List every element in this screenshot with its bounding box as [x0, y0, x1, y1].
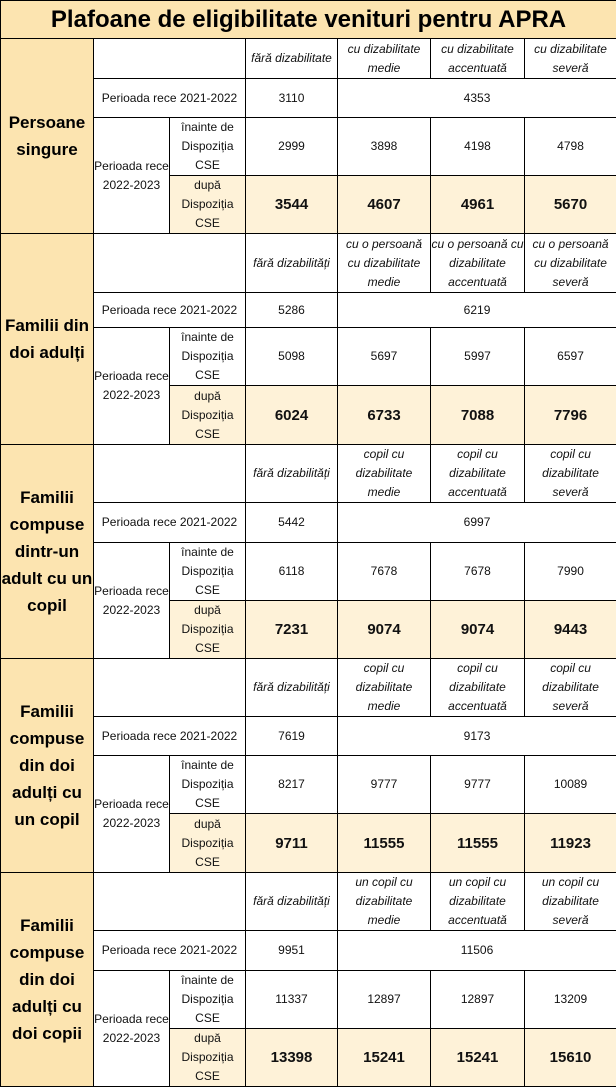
- value-cell: 7678: [338, 543, 431, 601]
- column-header: fără dizabilități: [246, 445, 338, 503]
- column-header: un copil cu dizabilitate accentuată: [431, 873, 525, 931]
- column-header: copil cu dizabilitate severă: [525, 445, 616, 503]
- after-decision-label: după Dispoziția CSE: [170, 814, 246, 873]
- column-header: cu dizabilitate accentuată: [431, 39, 525, 79]
- empty-header-cell: [94, 659, 246, 717]
- before-decision-label: înainte de Dispoziția CSE: [170, 971, 246, 1029]
- column-header: copil cu dizabilitate medie: [338, 659, 431, 717]
- row-2021-2022: [1, 503, 616, 543]
- value-cell: 5098: [246, 328, 338, 386]
- column-header: copil cu dizabilitate accentuată: [431, 445, 525, 503]
- section-header-row: [1, 445, 616, 503]
- row-inainte: [1, 971, 616, 1029]
- row-2021-2022: [1, 293, 616, 328]
- before-decision-label: înainte de Dispoziția CSE: [170, 118, 246, 176]
- column-header: fără dizabilități: [246, 659, 338, 717]
- period-label-2022-2023: Perioada rece 2022-2023: [94, 543, 170, 659]
- period-label-2021-2022: Perioada rece 2021-2022: [94, 79, 246, 118]
- empty-header-cell: [94, 39, 246, 79]
- value-cell: 6118: [246, 543, 338, 601]
- value-cell: 6597: [525, 328, 616, 386]
- value-cell-merged: 6219: [338, 293, 616, 328]
- period-label-2022-2023: Perioada rece 2022-2023: [94, 756, 170, 873]
- highlighted-value-cell: 7088: [431, 386, 525, 445]
- value-cell: 9777: [338, 756, 431, 814]
- category-label: Familii compuse dintr-un adult cu un copil: [1, 445, 94, 659]
- after-decision-label: după Dispoziția CSE: [170, 601, 246, 659]
- before-decision-label: înainte de Dispoziția CSE: [170, 756, 246, 814]
- after-decision-label: după Dispoziția CSE: [170, 386, 246, 445]
- column-header: copil cu dizabilitate accentuată: [431, 659, 525, 717]
- period-label-2021-2022: Perioada rece 2021-2022: [94, 503, 246, 543]
- highlighted-value-cell: 4607: [338, 176, 431, 234]
- value-cell: 3898: [338, 118, 431, 176]
- value-cell-merged: 6997: [338, 503, 616, 543]
- highlighted-value-cell: 13398: [246, 1029, 338, 1087]
- column-header: fără dizabilități: [246, 873, 338, 931]
- value-cell: 12897: [431, 971, 525, 1029]
- highlighted-value-cell: 4961: [431, 176, 525, 234]
- highlighted-value-cell: 6024: [246, 386, 338, 445]
- empty-header-cell: [94, 873, 246, 931]
- category-label: Familii compuse din doi adulți cu un copil: [1, 659, 94, 873]
- value-cell: 5286: [246, 293, 338, 328]
- title-row: [1, 1, 616, 39]
- value-cell: 9951: [246, 931, 338, 971]
- period-label-2021-2022: Perioada rece 2021-2022: [94, 293, 246, 328]
- highlighted-value-cell: 15241: [431, 1029, 525, 1087]
- value-cell: 12897: [338, 971, 431, 1029]
- highlighted-value-cell: 9074: [431, 601, 525, 659]
- before-decision-label: înainte de Dispoziția CSE: [170, 328, 246, 386]
- value-cell: 5442: [246, 503, 338, 543]
- highlighted-value-cell: 11555: [431, 814, 525, 873]
- value-cell: 9777: [431, 756, 525, 814]
- column-header: un copil cu dizabilitate medie: [338, 873, 431, 931]
- after-decision-label: după Dispoziția CSE: [170, 1029, 246, 1087]
- section-header-row: [1, 39, 616, 79]
- row-2021-2022: [1, 717, 616, 756]
- column-header: cu o persoană cu dizabilitate severă: [525, 234, 616, 293]
- category-label: Familii din doi adulți: [1, 234, 94, 445]
- after-decision-label: după Dispoziția CSE: [170, 176, 246, 234]
- section-header-row: [1, 873, 616, 931]
- column-header: cu o persoană cu dizabilitate accentuată: [431, 234, 525, 293]
- highlighted-value-cell: 9074: [338, 601, 431, 659]
- highlighted-value-cell: 6733: [338, 386, 431, 445]
- highlighted-value-cell: 11555: [338, 814, 431, 873]
- period-label-2022-2023: Perioada rece 2022-2023: [94, 328, 170, 445]
- highlighted-value-cell: 3544: [246, 176, 338, 234]
- highlighted-value-cell: 7231: [246, 601, 338, 659]
- value-cell: 5697: [338, 328, 431, 386]
- value-cell: 5997: [431, 328, 525, 386]
- row-inainte: [1, 543, 616, 601]
- column-header: cu dizabilitate severă: [525, 39, 616, 79]
- row-inainte: [1, 328, 616, 386]
- highlighted-value-cell: 9443: [525, 601, 616, 659]
- highlighted-value-cell: 7796: [525, 386, 616, 445]
- value-cell: 7619: [246, 717, 338, 756]
- column-header: un copil cu dizabilitate severă: [525, 873, 616, 931]
- period-label-2022-2023: Perioada rece 2022-2023: [94, 971, 170, 1087]
- row-2021-2022: [1, 79, 616, 118]
- column-header: cu dizabilitate medie: [338, 39, 431, 79]
- value-cell: 7990: [525, 543, 616, 601]
- period-label-2021-2022: Perioada rece 2021-2022: [94, 931, 246, 971]
- value-cell: 10089: [525, 756, 616, 814]
- empty-header-cell: [94, 234, 246, 293]
- highlighted-value-cell: 9711: [246, 814, 338, 873]
- value-cell: 7678: [431, 543, 525, 601]
- column-header: copil cu dizabilitate severă: [525, 659, 616, 717]
- value-cell: 13209: [525, 971, 616, 1029]
- highlighted-value-cell: 15241: [338, 1029, 431, 1087]
- column-header: fără dizabilități: [246, 234, 338, 293]
- row-inainte: [1, 118, 616, 176]
- page-title: Plafoane de eligibilitate venituri pentru APRA: [1, 1, 616, 39]
- value-cell-merged: 11506: [338, 931, 616, 971]
- highlighted-value-cell: 15610: [525, 1029, 616, 1087]
- row-2021-2022: [1, 931, 616, 971]
- value-cell: 4198: [431, 118, 525, 176]
- before-decision-label: înainte de Dispoziția CSE: [170, 543, 246, 601]
- highlighted-value-cell: 11923: [525, 814, 616, 873]
- highlighted-value-cell: 5670: [525, 176, 616, 234]
- column-header: cu o persoană cu dizabilitate medie: [338, 234, 431, 293]
- empty-header-cell: [94, 445, 246, 503]
- section-header-row: [1, 234, 616, 293]
- value-cell: 3110: [246, 79, 338, 118]
- period-label-2022-2023: Perioada rece 2022-2023: [94, 118, 170, 234]
- value-cell: 11337: [246, 971, 338, 1029]
- category-label: Persoane singure: [1, 39, 94, 234]
- value-cell-merged: 9173: [338, 717, 616, 756]
- value-cell: 2999: [246, 118, 338, 176]
- value-cell: 8217: [246, 756, 338, 814]
- column-header: copil cu dizabilitate medie: [338, 445, 431, 503]
- column-header: fără dizabilitate: [246, 39, 338, 79]
- category-label: Familii compuse din doi adulți cu doi copii: [1, 873, 94, 1087]
- section-header-row: [1, 659, 616, 717]
- value-cell: 4798: [525, 118, 616, 176]
- value-cell-merged: 4353: [338, 79, 616, 118]
- period-label-2021-2022: Perioada rece 2021-2022: [94, 717, 246, 756]
- row-inainte: [1, 756, 616, 814]
